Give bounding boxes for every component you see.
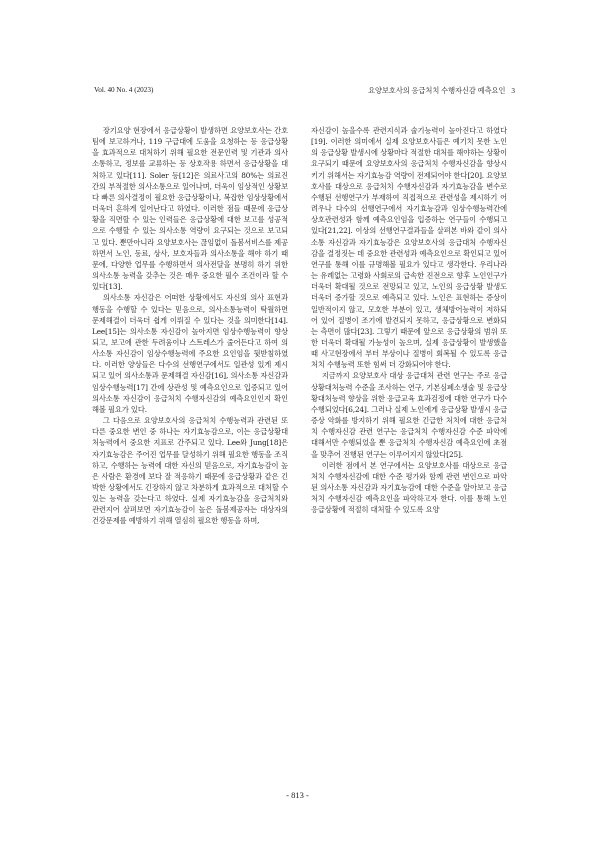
left-column bbox=[92, 125, 288, 527]
paragraph: 지금까지 요양보호사 대상 응급대처 관련 연구는 주로 응급상황대처능력 수준을 조사하는 연구, 기본심폐소생술 및 응급상황대처능력 향상을 위한 응급교육 효과검정에 대한 연구가 다수 수행되었다[6,24]. 그러나 실제 노인에게 응급상황 발생시 응급증상 악화를 방지하기 위해 필요한 긴급한 처치에 대한 응급처치 수행자신감 관련 연구는 응급처치 수행자신감 수준 파악에 대해서만 수행되었을 뿐 응급처치 수행자신감 예측요인에 초점을 맞추어 진행된 연구는 이루어지지 않았다[25]. bbox=[311, 371, 507, 459]
paragraph: 그 다음으로 요양보호사의 응급처치 수행능력과 관련된 또 다른 중요한 변인 중 하나는 자기효능감으로, 이는 응급상황대처능력에서 중요한 지표로 간주되고 있다. Lee와 Jung[18]은 자기효능감은 주어진 업무를 달성하기 위해 필요한 행동을 조직하고, 수행하는 능력에 대한 자신의 믿음으로, 자기효능감이 높은 사람은 환경에 보다 잘 적응하기 때문에 응급상황과 같은 긴박한 상황에서도 긴장하지 않고 차분하게 효과적으로 대처할 수 있는 능력을 갖는다고 하였다. 실제 자기효능감을 응급처치와 관련지어 살펴보면 자기효능감이 높은 돌봄제공자는 대상자의 건강문제를 예방하기 위해 열심히 필요한 행동을 하며, bbox=[92, 416, 288, 526]
right-column bbox=[311, 125, 507, 515]
page-footer: - 813 - bbox=[286, 790, 309, 800]
volume-info: Vol. 40 No. 4 (2023) bbox=[94, 86, 154, 94]
paragraph: 장기요양 현장에서 응급상황이 발생하면 요양보호사는 간호팀에 보고하거나, 119 구급대에 도움을 요청하는 등 응급상황을 효과적으로 대처하기 위해 필요한 전문인력 및 기관과 의사소통하고, 정보를 교류하는 등 상호작용 하면서 응급상황을 대처하고 있다[11]. Soler 등[12]은 의료사고의 80%는 의료진간의 부적절한 의사소통으로 일어나며, 더욱이 임상적인 상황보다 빠른 의사결정이 필요한 응급상황이나, 복잡한 임상상황에서 더욱더 흔하게 일어난다고 하였다. 이러한 점들 때문에 응급상황을 직면할 수 있는 인력들은 응급상황에 대한 보고를 성공적으로 수행할 수 있는 의사소통 역량이 요구되는 것으로 보고되고 있다. 뿐만아니라 요양보호사는 끊임없이 돌봄서비스를 제공하면서 노인, 동료, 상사, 보호자들과 의사소통을 해야 하기 때문에, 다양한 업무를 수행하면서 의사전달을 분명히 하기 위한 의사소통 능력을 갖추는 것은 매우 중요한 필수 조건이라 할 수 있다[13]. bbox=[92, 126, 288, 292]
running-title-block bbox=[362, 86, 515, 96]
paragraph: 자신감이 높을수록 관련지식과 술기능력이 높아진다고 하였다[19]. 이러한 의미에서 실제 요양보호사들은 예기치 못한 노인의 응급상황 발생시에 상황마다 적절한 대처를 해야하는 상황이 요구되기 때문에 요양보호사의 응급처치 수행자신감을 향상시키기 위해서는 자기효능감 역량이 전제되어야 한다[20]. 요양보호사를 대상으로 응급처치 수행자신감과 자기효능감을 변수로 수행된 선행연구가 부재하여 직접적으로 관련성을 제시하기 어려우나 다수의 선행연구에서 자기효능감과 임상수행능력간에 상호관련성과 함께 예측요인임을 입증하는 연구들이 수행되고 있다[21,22]. 이상의 선행연구결과들을 살펴본 바와 같이 의사소통 자신감과 자기효능감은 요양보호사의 응급대처 수행자신감을 결정짓는 데 중요한 관련성과 예측요인으로 확인되고 있어 연구를 통해 이를 규명해볼 필요가 있다고 생각한다. 우리나라는 유례없는 고령화 사회로의 급속한 진전으로 향후 노인인구가 더욱더 확대될 것으로 전망되고 있고, 노인의 응급상황 발생도 더욱더 증가할 것으로 예측되고 있다. 노인은 표현하는 증상이 일반적이지 않고, 모호한 부분이 있고, 생체방어능력이 저하되어 있어 질병이 조기에 발견되지 못하고, 응급상황으로 변화되는 측면이 많다[23]. 그렇기 때문에 앞으로 응급상황의 범위 또한 더욱더 확대될 가능성이 높으며, 실제 응급상황이 발생했을 때 사고현장에서 부터 부상이나 질병이 회복될 수 있도록 응급처치 수행능력 또한 힘써 더 강화되어야 한다. bbox=[311, 126, 507, 370]
paragraph: 의사소통 자신감은 어떠한 상황에서도 자신의 의사 표현과 행동을 수행할 수 있다는 믿음으로, 의사소통능력이 탁월하면 문제해결이 더욱더 쉽게 이뤄질 수 있다는 것을 의미한다[14]. Lee[15]는 의사소통 자신감이 높아지면 임상수행능력이 향상되고, 보고에 관한 두려움이나 스트레스가 줄어든다고 하여 의사소통 자신감이 임상수행능력에 주요한 요인임을 뒷받침하였다. 이러한 양상들은 다수의 선행연구에서도 일관성 있게 제시되고 있어 의사소통과 문제해결 자신감[16], 의사소통 자신감과 임상수행능력[17] 간에 상관성 및 예측요인으로 입증되고 있어 의사소통 자신감이 응급처치 수행자신감의 예측요인인지 확인해볼 필요가 있다. bbox=[92, 293, 288, 414]
running-title: 요양보호사의 응급처치 수행자신감 예측요인 bbox=[368, 87, 506, 95]
paragraph: 이러한 점에서 본 연구에서는 요양보호사를 대상으로 응급처치 수행자신감에 대한 수준 평가와 함께 관련 변인으로 파악된 의사소통 자신감과 자기효능감에 대한 수준을 알아보고 응급처치 수행자신감 예측요인을 파악하고자 한다. 이를 통해 노인 응급상황에 적절히 대처할 수 있도록 요양 bbox=[311, 460, 507, 515]
header-page-number: 3 bbox=[511, 87, 515, 95]
running-header bbox=[94, 86, 515, 98]
